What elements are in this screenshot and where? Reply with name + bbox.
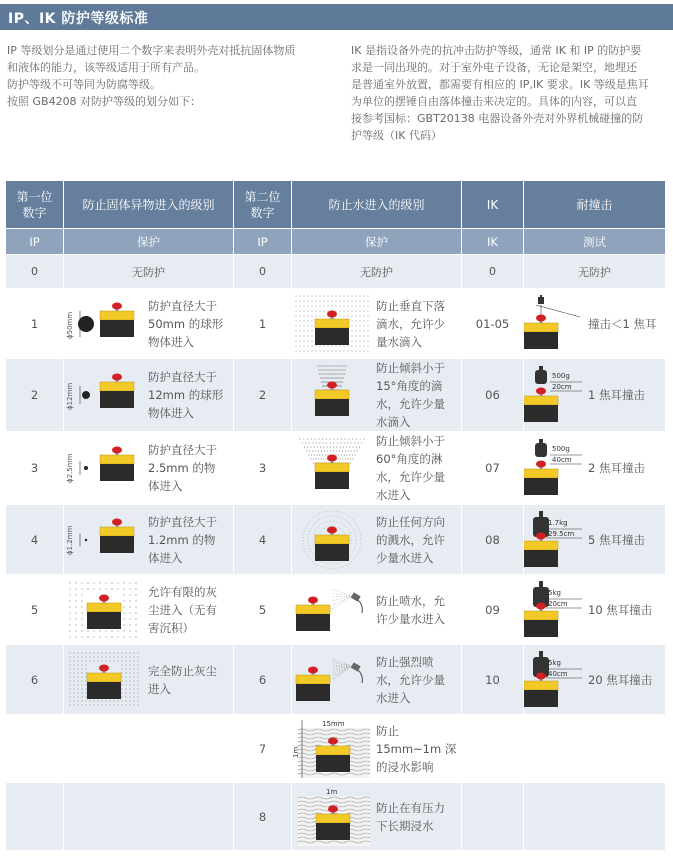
desc-line: 防止倾斜小于 — [376, 434, 445, 448]
desc-line: 15mm~1m 深 — [376, 741, 457, 756]
desc-line: 许少量水进入 — [376, 611, 445, 626]
enclosure-box-icon — [524, 314, 558, 349]
ip2-cell: 6 — [234, 645, 292, 715]
ik-cell: 10 — [462, 645, 524, 715]
water-drip-diagram-icon — [292, 437, 372, 499]
water-cell: 无防护 — [292, 255, 462, 289]
intro-line: 和液体的能力，该等级适用于所有产品。 — [7, 61, 205, 74]
table-row — [6, 255, 666, 289]
desc-line: 进入 — [148, 681, 171, 696]
desc-line: 水进入 — [376, 488, 411, 502]
desc-line: 50mm 的球形 — [148, 316, 224, 331]
desc-line: 防止任何方向 — [376, 514, 445, 529]
desc-line: 防止喷水，允 — [376, 593, 445, 608]
impact-cell — [524, 289, 666, 359]
ik-cell: 0 — [462, 255, 524, 289]
ip1-cell — [6, 715, 64, 783]
svg-text:500g: 500g — [552, 372, 570, 380]
ik-cell: 06 — [462, 359, 524, 432]
impact-cell — [524, 645, 666, 715]
ik-cell: 08 — [462, 505, 524, 575]
ip1-cell: 2 — [6, 359, 64, 432]
svg-text:20cm: 20cm — [552, 383, 572, 391]
ip1-cell: 6 — [6, 645, 64, 715]
impact-hammer-diagram-icon — [524, 364, 584, 426]
solid-particle-diagram-icon — [64, 364, 144, 426]
solid-particle-diagram-icon — [64, 509, 144, 571]
water-cell — [292, 505, 462, 575]
desc-line: 水，允许少量 — [376, 672, 445, 687]
water-cell — [292, 645, 462, 715]
ip2-cell: 3 — [234, 432, 292, 505]
water-jet-diagram-icon — [292, 649, 372, 711]
desc-line: 防止倾斜小于 — [376, 361, 445, 375]
ik-cell — [462, 783, 524, 851]
ip1-cell — [6, 783, 64, 851]
svg-text:5kg: 5kg — [548, 588, 561, 597]
water-drip-diagram-icon — [292, 509, 372, 571]
solid-cell — [64, 359, 234, 432]
page-title: IP、IK 防护等级标准 — [0, 4, 673, 30]
desc-line: 防止 — [376, 723, 399, 738]
solid-cell: 无防护 — [64, 255, 234, 289]
solid-cell — [64, 432, 234, 505]
table-row — [6, 289, 666, 359]
subheader-test: 测试 — [524, 229, 666, 255]
subheader-protect: 保护 — [64, 229, 234, 255]
impact-cell: 无防护 — [524, 255, 666, 289]
intro-line: 求是一同出现的。对于室外电子设备，无论是架空，地埋还 — [351, 61, 637, 74]
desc-line: 体进入 — [148, 550, 183, 565]
desc-line: 1.2mm 的物 — [148, 532, 216, 547]
water-drip-diagram-icon — [292, 364, 372, 426]
ip2-cell: 1 — [234, 289, 292, 359]
intro-line: 防护等级不可等同为防腐等级。 — [7, 78, 161, 91]
desc-line: 防护直径大于 — [148, 370, 217, 384]
water-cell — [292, 575, 462, 645]
enclosure-box-icon — [296, 596, 330, 631]
immersion-diagram-icon — [292, 718, 372, 780]
header-water: 防止水进入的级别 — [292, 181, 462, 229]
impact-cell — [524, 432, 666, 505]
subheader-ip: IP — [234, 229, 292, 255]
svg-text:1.7kg: 1.7kg — [548, 518, 568, 527]
ip2-cell: 4 — [234, 505, 292, 575]
solid-cell — [64, 715, 234, 783]
svg-text:29.5cm: 29.5cm — [548, 529, 575, 538]
enclosure-box-icon — [87, 664, 121, 699]
subheader-ik: IK — [462, 229, 524, 255]
svg-text:15mm: 15mm — [322, 719, 345, 728]
ik-cell: 07 — [462, 432, 524, 505]
desc-line: 防护直径大于 — [148, 514, 217, 529]
desc-line: 12mm 的球形 — [148, 388, 224, 402]
impact-cell — [524, 359, 666, 432]
desc-line: 防护直径大于 — [148, 443, 217, 457]
impact-hammer-diagram-icon — [524, 293, 584, 355]
desc-line: 的浸水影响 — [376, 759, 434, 774]
svg-text:ϕ50mm: ϕ50mm — [66, 311, 74, 339]
svg-text:500g: 500g — [552, 445, 570, 453]
impact-cell — [524, 575, 666, 645]
desc-line: 防护直径大于 — [148, 298, 217, 313]
desc-line: 害沉积） — [148, 620, 194, 635]
desc-line: 尘进入（无有 — [148, 602, 217, 617]
desc-line: 防止在有压力 — [376, 800, 445, 815]
ip2-cell: 0 — [234, 255, 292, 289]
desc-line: 防止强烈喷 — [376, 654, 434, 669]
svg-text:40cm: 40cm — [552, 456, 572, 464]
enclosure-box-icon — [296, 666, 330, 701]
subheader-ip: IP — [6, 229, 64, 255]
table-row — [6, 575, 666, 645]
desc-line: 水进入 — [376, 690, 411, 705]
desc-line: 水滴入 — [376, 415, 411, 429]
impact-label: 2 焦耳撞击 — [588, 461, 645, 475]
desc-line: 下长期浸水 — [376, 818, 434, 833]
dust-diagram-icon — [64, 649, 144, 711]
svg-text:20cm: 20cm — [548, 599, 568, 608]
ik-cell: 01-05 — [462, 289, 524, 359]
enclosure-box-icon — [315, 455, 349, 490]
header-first-digit: 第一位 数字 — [6, 181, 64, 229]
water-cell — [292, 359, 462, 432]
solid-cell — [64, 289, 234, 359]
impact-label: 10 焦耳撞击 — [588, 602, 653, 617]
water-cell — [292, 715, 462, 783]
impact-hammer-diagram-icon — [524, 649, 584, 711]
table-row — [6, 645, 666, 715]
desc-line: 物体进入 — [148, 334, 194, 349]
table-row — [6, 783, 666, 851]
water-jet-diagram-icon — [292, 579, 372, 641]
intro-line: 接参考国标：GBT20138 电器设备外壳对外界机械碰撞的防 — [351, 112, 644, 125]
impact-cell — [524, 783, 666, 851]
enclosure-box-icon — [524, 461, 558, 496]
ip2-cell: 2 — [234, 359, 292, 432]
svg-text:ϕ12mm: ϕ12mm — [66, 382, 74, 410]
dust-diagram-icon — [64, 579, 144, 641]
ip1-cell: 0 — [6, 255, 64, 289]
desc-line: 物体进入 — [148, 406, 194, 420]
immersion-diagram-icon — [292, 786, 372, 848]
desc-line: 2.5mm 的物 — [148, 461, 216, 475]
subheader-protect: 保护 — [292, 229, 462, 255]
header-second-digit: 第二位 数字 — [234, 181, 292, 229]
svg-text:ϕ2.5mm: ϕ2.5mm — [66, 453, 74, 483]
table-row — [6, 432, 666, 505]
water-cell — [292, 289, 462, 359]
svg-text:1m: 1m — [326, 787, 338, 796]
ik-cell — [462, 715, 524, 783]
desc-line: 完全防止灰尘 — [148, 663, 217, 678]
desc-line: 量水滴入 — [376, 334, 422, 349]
enclosure-box-icon — [100, 518, 134, 553]
intro-line: 护等级（IK 代码） — [351, 129, 442, 142]
svg-text:1m: 1m — [292, 746, 300, 758]
svg-text:5kg: 5kg — [548, 658, 561, 667]
ip1-cell: 4 — [6, 505, 64, 575]
header-ik: IK — [462, 181, 524, 229]
desc-line: 防止垂直下落 — [376, 298, 445, 313]
table-row — [6, 359, 666, 432]
enclosure-box-icon — [315, 382, 349, 417]
solid-cell — [64, 505, 234, 575]
desc-line: 体进入 — [148, 479, 183, 493]
ip1-cell: 3 — [6, 432, 64, 505]
enclosure-box-icon — [315, 526, 349, 561]
impact-label: 5 焦耳撞击 — [588, 532, 645, 547]
enclosure-box-icon — [87, 594, 121, 629]
desc-line: 水，允许少量 — [376, 470, 445, 484]
impact-hammer-diagram-icon — [524, 437, 584, 499]
solid-particle-diagram-icon — [64, 293, 144, 355]
ip2-cell: 8 — [234, 783, 292, 851]
desc-line: 的溅水，允许 — [376, 532, 445, 547]
ip2-cell: 5 — [234, 575, 292, 645]
svg-text:40cm: 40cm — [548, 669, 568, 678]
enclosure-box-icon — [100, 447, 134, 482]
protection-table — [5, 180, 666, 851]
enclosure-box-icon — [100, 302, 134, 337]
intro-line: IP 等级划分是通过使用二个数字来表明外壳对抵抗固体物质 — [7, 44, 296, 57]
intro-line: IK 是指设备外壳的抗冲击防护等级，通常 IK 和 IP 的防护要 — [351, 44, 642, 57]
ip1-cell: 5 — [6, 575, 64, 645]
water-drip-diagram-icon — [292, 293, 372, 355]
intro-line: 是普通室外放置，都需要有相应的 IP,IK 要求。IK 等级是焦耳 — [351, 78, 649, 91]
water-cell — [292, 783, 462, 851]
impact-label: 撞击＜1 焦耳 — [588, 316, 657, 331]
header-solid: 防止固体异物进入的级别 — [64, 181, 234, 229]
desc-line: 15°角度的滴 — [376, 379, 443, 393]
impact-label: 20 焦耳撞击 — [588, 672, 653, 687]
intro-ik — [351, 42, 667, 144]
desc-line: 水，允许少量 — [376, 397, 445, 411]
desc-line: 60°角度的淋 — [376, 452, 443, 466]
table-row — [6, 715, 666, 783]
solid-cell — [64, 645, 234, 715]
intro-line: 按照 GB4208 对防护等级的划分如下： — [7, 95, 202, 108]
header-impact: 耐撞击 — [524, 181, 666, 229]
desc-line: 滴水，允许少 — [376, 316, 445, 331]
impact-cell — [524, 715, 666, 783]
impact-hammer-diagram-icon — [524, 579, 584, 641]
enclosure-box-icon — [524, 388, 558, 423]
solid-cell — [64, 575, 234, 645]
intro-ip — [7, 42, 337, 110]
desc-line: 少量水进入 — [376, 550, 434, 565]
table-row — [6, 505, 666, 575]
enclosure-box-icon — [100, 374, 134, 409]
impact-cell — [524, 505, 666, 575]
impact-hammer-diagram-icon — [524, 509, 584, 571]
impact-label: 1 焦耳撞击 — [588, 388, 645, 402]
ip2-cell: 7 — [234, 715, 292, 783]
ik-cell: 09 — [462, 575, 524, 645]
solid-cell — [64, 783, 234, 851]
svg-text:ϕ1.2mm: ϕ1.2mm — [66, 525, 74, 555]
solid-particle-diagram-icon — [64, 437, 144, 499]
water-cell — [292, 432, 462, 505]
desc-line: 允许有限的灰 — [148, 584, 217, 599]
intro-line: 为单位的摆锤自由落体撞击来决定的。具体的内容，可以直 — [351, 95, 637, 108]
ip1-cell: 1 — [6, 289, 64, 359]
